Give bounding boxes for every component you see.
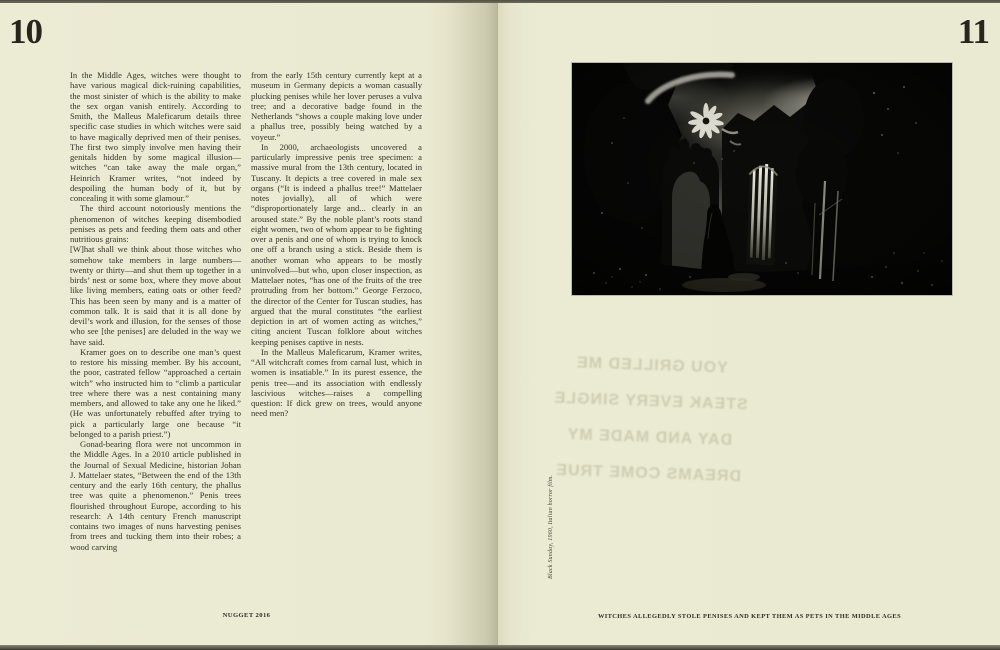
- page-left: [0, 3, 497, 645]
- scan-edge-bottom: [0, 645, 1000, 650]
- paragraph: Kramer goes on to describe one man’s quest to restore his missing member. By his account, the poor, castrated fellow “approached a certain witch” who instructed him to “climb a particular tree where there was a nest containing many members, and allowed to take any one he liked.” (He was unfortunately rebuffed after trying to pick a particularly large one because “it belonged to a parish priest.”): [70, 346, 241, 439]
- showthrough-line: YOU GRILLED ME: [575, 354, 729, 377]
- showthrough-line: DAY AND MADE MY: [566, 426, 733, 449]
- page-number-left: 10: [9, 12, 42, 51]
- paragraph: In 2000, archaeologists uncovered a particularly impressive penis tree specimen: a massive mural from the 13th century, located in Tuscany. It depicts a tree covered in male sex organs (“It is indeed a phallus tree!” Mattelaer notes jovially), all of which were “disproportionately large and... clearly in an aroused state.” By the noble plant’s roots stand eight women, two of whom appear to be fighting over a penis and one of whom is trying to knock one off a branch using a stick. Beside them is another woman who appears to be mostly uninvolved—but who, upon closer inspection, as Mattelaer notes, “has one of the fruits of the tree protruding from her bottom.” George Ferzoco, the director of the Center for Tuscan studies, has argued that the mural constitutes “the earliest depiction in art of women acting as witches,” citing ancient Tuscan folklore about witches keeping penises captive in nests.: [251, 141, 422, 347]
- folio-left: NUGGET 2016: [222, 612, 271, 619]
- image-caption: Black Sunday, 1960, Italian horror film.: [548, 474, 554, 579]
- page-right: [497, 3, 1000, 645]
- showthrough-line: DREAMS COME TRUE: [555, 461, 742, 486]
- article-body: [70, 70, 423, 552]
- paragraph: The third account notoriously mentions the phenomenon of witches keeping disembodied penises as pets and feeding them oats and other nutritious grains:: [70, 203, 241, 244]
- text-column-1: [70, 70, 241, 552]
- showthrough-line: STEAK EVERY SINGLE: [553, 389, 748, 414]
- page-showthrough-text: [540, 344, 761, 495]
- paragraph: In the Malleus Maleficarum, Kramer writes, “All witchcraft comes from carnal lust, which in women is insatiable.” In its purest essence, the penis tree—and its association with endlessly lascivious witches—raises a compelling question: If dick grew on trees, would anyone need men?: [251, 346, 422, 419]
- page-number-right: 11: [957, 12, 989, 51]
- running-footer-right: WITCHES ALLEGEDLY STOLE PENISES AND KEPT THEM AS PETS IN THE MIDDLE AGES: [597, 613, 902, 620]
- paragraph: Gonad-bearing flora were not uncommon in the Middle Ages. In a 2010 article published in the Journal of Sexual Medicine, historian Johan J. Mattelaer states, “Between the end of the 13th century and the early 16th century, the phallus tree was quite a phenomenon.” Penis trees flourished throughout Europe, according to his research: A 14th century French manuscript contains two images of nuns harvesting penises from trees and tucking them into their robes; a wood carving: [70, 439, 241, 552]
- paragraph: from the early 15th century currently kept at a museum in Germany depicts a woman casually plucking penises while her lover peruses a vulva tree; and a decorative badge found in the Netherlands “shows a couple making love under a phallus tree, possibly being watched by a voyeur.”: [251, 70, 422, 142]
- film-still-image: [572, 63, 952, 295]
- paragraph-quote: [W]hat shall we think about those witches who somehow take members in large numbers—twenty or thirty—and shut them up together in a birds’ nest or some box, where they move about like living members, eating oats or other feed? This has been seen by many and is a matter of common talk. It is said that it is all done by devil’s work and illusion, for the senses of those who see [the penises] are deluded in the way we have said.: [70, 244, 241, 347]
- text-column-2: [251, 70, 422, 552]
- paragraph: In the Middle Ages, witches were thought to have various magical dick-ruining capabilities, the most sinister of which is the ability to make the sex organ vanish entirely. According to Smith, the Malleus Maleficarum details three specific case studies in which witches were said to have magically deprived men of their penises. The first two simply involve men having their genitals hidden by some magical illusion—witches “can take away the male organ,” Heinrich Kramer writes, “not indeed by despoiling the human body of it, but by concealing it with some glamour.”: [70, 70, 241, 203]
